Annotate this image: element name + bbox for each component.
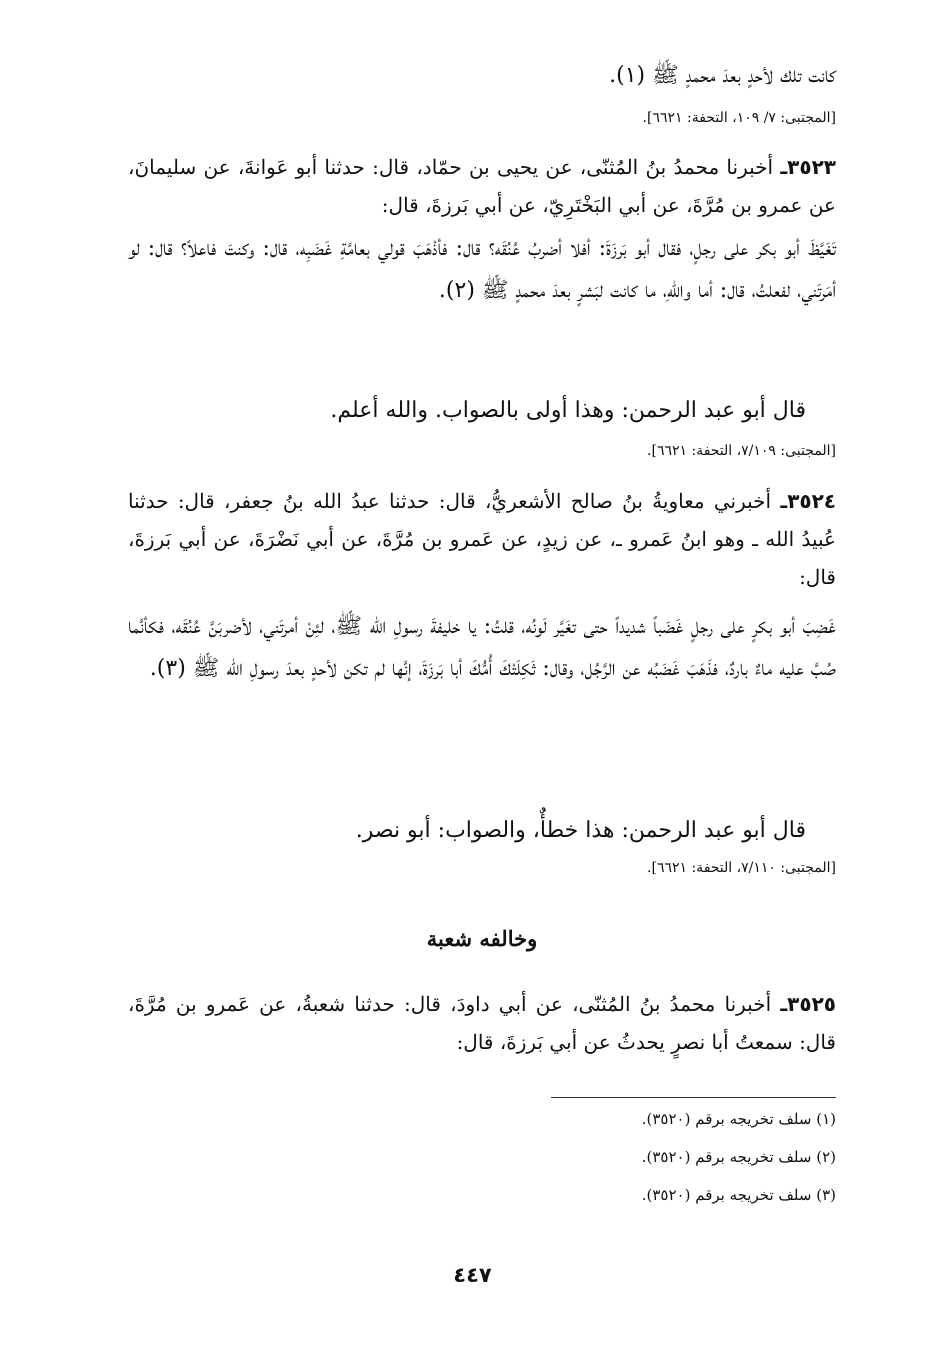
hadith-number: ٣٥٢٤ـ	[780, 489, 837, 513]
footnote-1: (١) سلف تخريجه برقم (٣٥٢٠).	[641, 1110, 836, 1128]
hadith-number: ٣٥٢٣ـ	[780, 155, 836, 179]
reference-line: [المجتبى: ٧/ ١٠٩، التحفة: ٦٦٢١].	[642, 110, 836, 126]
page-number: ٤٤٧	[453, 1263, 492, 1287]
footnote-separator	[551, 1097, 836, 1098]
hadith-3524-reference: [المجتبى: ٧/١١٠، التحفة: ٦٦٢١].	[647, 860, 836, 876]
hadith-3524-matn: غَضِبَ أبو بكرٍ على رجلٍ غَضَباً شديداً حتى تغَيَّر لَونُه، قلتُ: يا خليفةَ رسولِ الله ﷺ، لئِنْ أمرتَني، لأضربَنَّ عُنُقَه، فكأنَّما صُبَّ عليه ماءٌ باردٌ، فذَهَبَ غَضَبُه عن الرَّجُل، وقال: ثَكِلَتْكَ أُمُّكَ أبا بَرزَةَ، إنَّها لم تكن لأحدٍ بعدَ رسولِ الله ﷺ (٣).	[128, 614, 836, 681]
isnad-text: أخبرني معاويةُ بنُ صالح الأشعريُّ، قال: حدثنا عبدُ الله بنُ جعفر، قال: حدثنا عُبيدُ الله ـ وهو ابنُ عَمرو ـ، عن زيدٍ، عن عَمرو بن مُرَّةَ، عن أبي نَضْرَةَ، عن أبي بَرزةَ، قال:	[128, 489, 836, 589]
section-heading: وخالفه شعبة	[426, 926, 538, 951]
hadith-3523-matn: تَغَيَّظَ أبو بكر على رجلٍ، فقال أبو بَرزَةَ: أفلا أضربُ عُنُقَه؟ قال: فأذْهَبَ قولي بعامَّةِ غَضَبِه، قال: وكنتَ فاعلاً؟ قال: لو أمَرتَني، لفعلتُ، قال: أما واللهِ، ما كانت لبَشرٍ بعدَ محمدٍ ﷺ (٢).	[128, 236, 836, 303]
isnad-text: أخبرنا محمدُ بنُ المُثنّى، عن يحيى بن حمّاد، قال: حدثنا أبو عَوانةَ، عن سليمانَ، عن عمرو بن مُرَّةَ، عن أبي البَخْتَرِيّ، عن أبي بَرزةَ، قال:	[128, 155, 836, 217]
hadith-3524-isnad	[128, 482, 836, 596]
footnote-2: (٢) سلف تخريجه برقم (٣٥٢٠).	[641, 1148, 836, 1166]
footnote-3: (٣) سلف تخريجه برقم (٣٥٢٠).	[641, 1186, 836, 1204]
hadith-3523-comment: قال أبو عبد الرحمن: وهذا أولى بالصواب. والله أعلم.	[330, 398, 806, 423]
hadith-number: ٣٥٢٥ـ	[780, 992, 836, 1016]
hadith-3524-comment: قال أبو عبد الرحمن: هذا خطأٌ، والصواب: أبو نصر.	[355, 818, 806, 843]
hadith-3523-isnad	[128, 148, 836, 224]
hadith-3523-reference: [المجتبى: ٧/١٠٩، التحفة: ٦٦٢١].	[647, 443, 836, 459]
hadith-3525-isnad	[128, 985, 836, 1061]
continued-matn: كانت تلك لأحدٍ بعدَ محمدٍ ﷺ (١).	[609, 63, 836, 88]
isnad-text: أخبرنا محمدُ بنُ المُثنّى، عن أبي داودَ، قال: حدثنا شعبةُ، عن عَمرو بن مُرَّةَ، قال: سمعتُ أبا نصرٍ يحدثُ عن أبي بَرزةَ، قال:	[128, 992, 836, 1054]
